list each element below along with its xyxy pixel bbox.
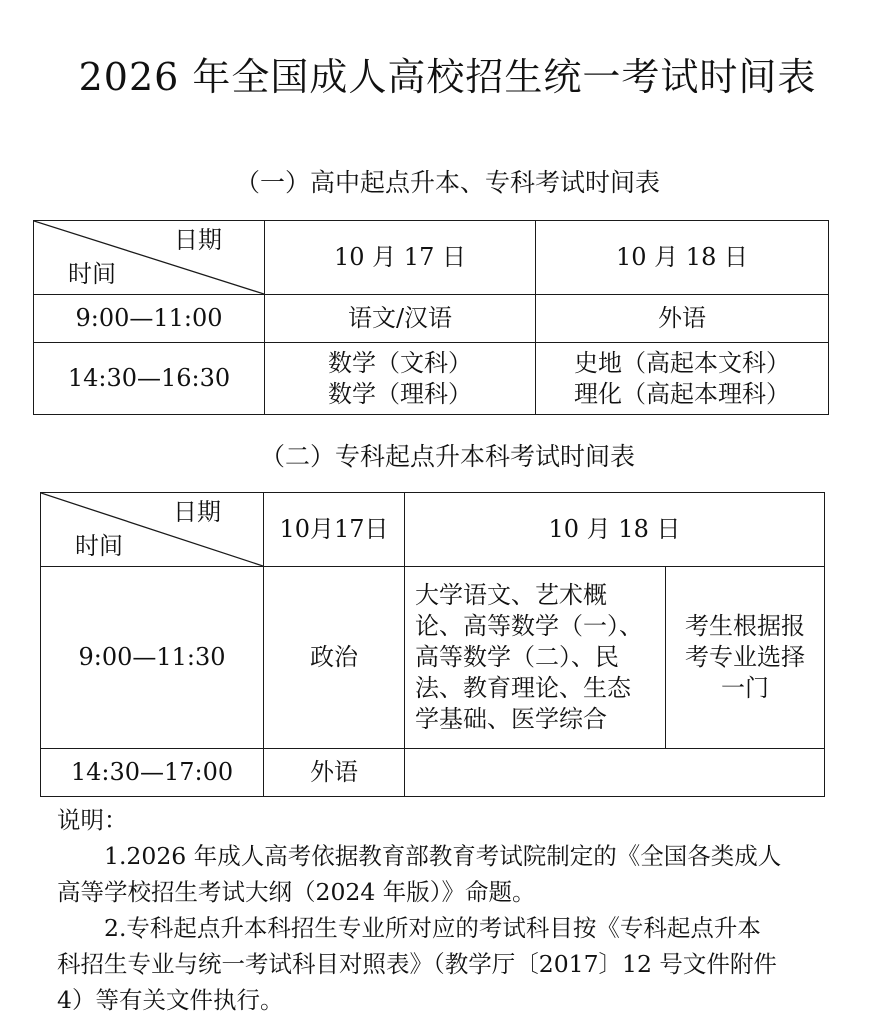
table1-row2-day1 bbox=[265, 343, 536, 415]
table2-row1-time: 9:00—11:30 bbox=[41, 567, 264, 749]
table1-header-time: 时间 bbox=[68, 260, 116, 288]
note-line: 考专业选择 bbox=[685, 643, 805, 671]
table2-row2-day1: 外语 bbox=[264, 749, 405, 797]
table1-row2-day2-line1: 史地（高起本文科） bbox=[574, 348, 790, 377]
table1-row2-day2-line2: 理化（高起本理科） bbox=[574, 379, 790, 408]
notes-section bbox=[57, 802, 847, 1018]
table1-row2-time: 14:30—16:30 bbox=[34, 343, 265, 415]
table2-row1-day2-subjects bbox=[405, 567, 666, 749]
page-title: 2026 年全国成人高校招生统一考试时间表 bbox=[78, 55, 817, 99]
table1-header-day2: 10 月 18 日 bbox=[536, 221, 829, 295]
note-line: 1.2026 年成人高考依据教育部教育考试院制定的《全国各类成人 bbox=[104, 842, 782, 870]
note-line: 4）等有关文件执行。 bbox=[57, 986, 284, 1014]
table1-caption: （一）高中起点升本、专科考试时间表 bbox=[234, 168, 660, 197]
note-line: 高等学校招生考试大纲（2024 年版）》命题。 bbox=[57, 878, 536, 906]
table1-diagonal-header bbox=[34, 221, 265, 295]
subject-line: 大学语文、艺术概 bbox=[415, 581, 607, 609]
table-row bbox=[41, 567, 825, 749]
subject-line: 论、高等数学（一）、 bbox=[415, 612, 643, 640]
table-row bbox=[34, 295, 829, 343]
subject-line: 高等数学（二）、民 bbox=[415, 643, 619, 671]
table2-row1-day2-note bbox=[666, 567, 825, 749]
table1-header-date: 日期 bbox=[174, 226, 222, 254]
table2-caption: （二）专科起点升本科考试时间表 bbox=[259, 442, 635, 471]
subject-line: 学基础、医学综合 bbox=[415, 705, 607, 733]
table2 bbox=[40, 492, 825, 797]
table1-row1-day1: 语文/汉语 bbox=[265, 295, 536, 343]
note-line: 2.专科起点升本科招生专业所对应的考试科目按《专科起点升本 bbox=[104, 914, 761, 942]
table2-header-day1: 10月17日 bbox=[264, 493, 405, 567]
table2-row2-time: 14:30—17:00 bbox=[41, 749, 264, 797]
table2-header-day2: 10 月 18 日 bbox=[405, 493, 825, 567]
notes-heading: 说明： bbox=[57, 806, 128, 834]
table1-row2-day1-line2: 数学（理科） bbox=[328, 379, 472, 408]
table1-row2-day1-line1: 数学（文科） bbox=[328, 348, 472, 377]
note-line: 考生根据报 bbox=[685, 612, 805, 640]
table1-row1-time: 9:00—11:00 bbox=[34, 295, 265, 343]
table1 bbox=[33, 220, 829, 415]
note-line: 一门 bbox=[721, 674, 769, 702]
table2-header-time: 时间 bbox=[75, 532, 123, 560]
table1-row2-day2 bbox=[536, 343, 829, 415]
table2-row2-day2 bbox=[405, 749, 825, 797]
table-row bbox=[41, 749, 825, 797]
table-row bbox=[34, 343, 829, 415]
table2-row1-day1: 政治 bbox=[264, 567, 405, 749]
note-line: 科招生专业与统一考试科目对照表》（教学厅〔2017〕12 号文件附件 bbox=[57, 950, 777, 978]
table2-diagonal-header bbox=[41, 493, 264, 567]
table1-header-day1: 10 月 17 日 bbox=[265, 221, 536, 295]
table2-header-date: 日期 bbox=[173, 498, 221, 526]
table1-row1-day2: 外语 bbox=[536, 295, 829, 343]
subject-line: 法、教育理论、生态 bbox=[415, 674, 631, 702]
